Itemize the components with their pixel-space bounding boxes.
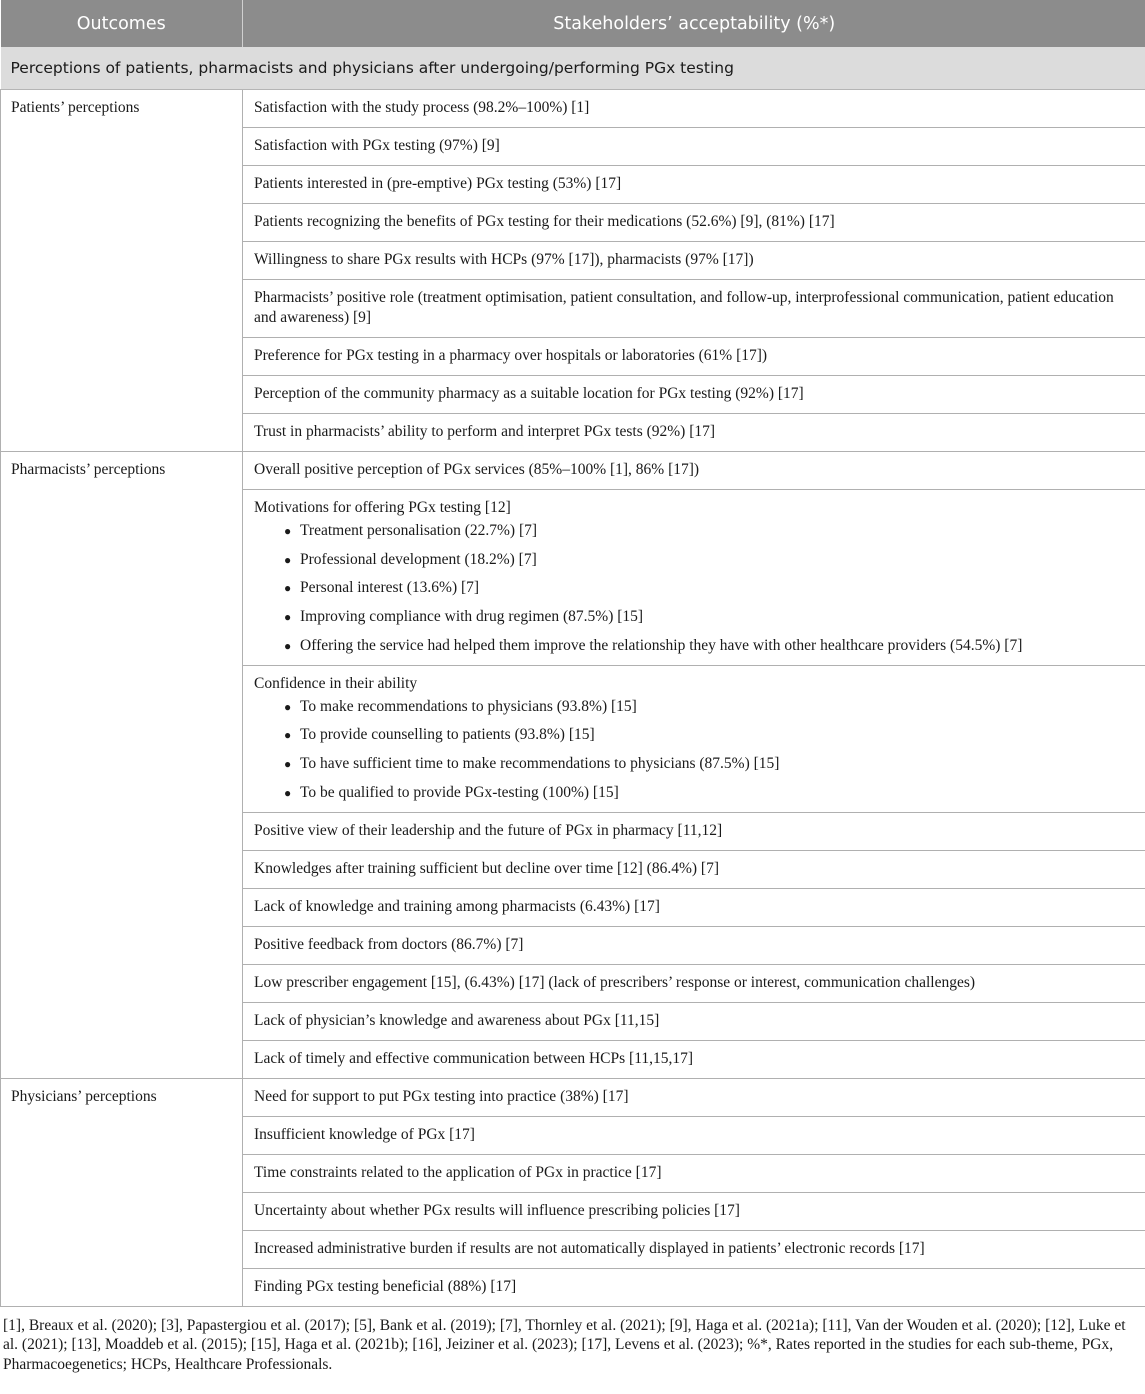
acceptability-cell	[243, 376, 1145, 414]
bullet-item	[284, 783, 1134, 803]
bullet-icon: ●	[284, 638, 292, 653]
acceptability-cell	[243, 1040, 1145, 1078]
acceptability-text: Lack of physician’s knowledge and awareness about PGx [11,15]	[254, 1011, 660, 1029]
acceptability-cell	[243, 812, 1145, 850]
table-header	[1, 0, 1145, 47]
bullet-text: Offering the service had helped them improve the relationship they have with other healthcare providers (54.5%) [7]	[300, 636, 1023, 654]
acceptability-cell	[243, 338, 1145, 376]
acceptability-cell	[243, 452, 1145, 490]
acceptability-cell	[243, 1230, 1145, 1268]
acceptability-text: Motivations for offering PGx testing [12]	[254, 499, 511, 516]
bullet-item	[284, 578, 1134, 598]
bullet-text: To make recommendations to physicians (93.8%) [15]	[300, 697, 637, 715]
acceptability-text: Need for support to put PGx testing into practice (38%) [17]	[254, 1087, 629, 1105]
acceptability-text: Lack of knowledge and training among pharmacists (6.43%) [17]	[254, 897, 660, 915]
acceptability-text: Finding PGx testing beneficial (88%) [17]	[254, 1277, 517, 1295]
bullet-item	[284, 725, 1134, 745]
bullet-text: To have sufficient time to make recommendations to physicians (87.5%) [15]	[300, 755, 780, 773]
bullet-item	[284, 550, 1134, 570]
acceptability-text: Trust in pharmacists’ ability to perform and interpret PGx tests (92%) [17]	[254, 423, 716, 440]
acceptability-text: Positive view of their leadership and the future of PGx in pharmacy [11,12]	[254, 821, 723, 839]
acceptability-cell	[243, 926, 1145, 964]
outcome-group-label: Patients’ perceptions	[1, 90, 243, 452]
bullet-icon: ●	[284, 785, 292, 800]
acceptability-cell	[243, 1268, 1145, 1306]
acceptability-cell	[243, 128, 1145, 166]
section-title: Perceptions of patients, pharmacists and physicians after undergoing/performing PGx testing	[1, 47, 1145, 90]
header-outcomes: Outcomes	[1, 0, 243, 47]
acceptability-cell	[243, 964, 1145, 1002]
acceptability-text: Overall positive perception of PGx services (85%–100% [1], 86% [17])	[254, 461, 700, 478]
acceptability-cell	[243, 490, 1145, 666]
acceptability-text: Patients interested in (pre-emptive) PGx testing (53%) [17]	[254, 175, 622, 192]
bullet-text: Personal interest (13.6%) [7]	[300, 579, 480, 597]
acceptability-text: Low prescriber engagement [15], (6.43%) [17] (lack of prescribers’ response or interest, communication challenges)	[254, 973, 976, 991]
acceptability-text: Satisfaction with PGx testing (97%) [9]	[254, 137, 500, 154]
acceptability-cell	[243, 1192, 1145, 1230]
bullet-item	[284, 754, 1134, 774]
acceptability-text: Increased administrative burden if results are not automatically displayed in patients’ electronic records [17]	[254, 1239, 925, 1257]
acceptability-text: Confidence in their ability	[254, 674, 418, 692]
outcome-group-label: Physicians’ perceptions	[1, 1078, 243, 1306]
acceptability-text: Uncertainty about whether PGx results will influence prescribing policies [17]	[254, 1201, 740, 1219]
bullet-icon: ●	[284, 757, 292, 772]
table-row	[1, 1078, 1145, 1116]
header-acceptability: Stakeholders’ acceptability (%*)	[243, 0, 1145, 47]
bullet-text: To be qualified to provide PGx-testing (100%) [15]	[300, 783, 619, 801]
acceptability-cell	[243, 414, 1145, 452]
bullet-text: Improving compliance with drug regimen (87.5%) [15]	[300, 608, 644, 626]
acceptability-text: Patients recognizing the benefits of PGx testing for their medications (52.6%) [9], (81%) [17]	[254, 213, 835, 230]
bullet-icon: ●	[284, 610, 292, 625]
acceptability-cell	[243, 242, 1145, 280]
bullet-text: To provide counselling to patients (93.8%) [15]	[300, 726, 595, 744]
acceptability-text: Knowledges after training sufficient but decline over time [12] (86.4%) [7]	[254, 859, 719, 877]
outcome-group-label: Pharmacists’ perceptions	[1, 452, 243, 1079]
bullet-text: Professional development (18.2%) [7]	[300, 550, 537, 568]
acceptability-text: Time constraints related to the application of PGx in practice [17]	[254, 1163, 662, 1181]
acceptability-text: Satisfaction with the study process (98.2%–100%) [1]	[254, 99, 590, 116]
acceptability-text: Preference for PGx testing in a pharmacy over hospitals or laboratories (61% [17])	[254, 347, 768, 364]
acceptability-text: Insufficient knowledge of PGx [17]	[254, 1125, 475, 1143]
table-row	[1, 452, 1145, 490]
acceptability-cell	[243, 166, 1145, 204]
acceptability-cell	[243, 1002, 1145, 1040]
bullet-icon: ●	[284, 728, 292, 743]
acceptability-cell	[243, 1078, 1145, 1116]
acceptability-text: Pharmacists’ positive role (treatment optimisation, patient consultation, and follow-up, interprofessional communication, patient education and awareness) [9]	[254, 289, 1114, 326]
bullet-icon: ●	[284, 552, 292, 567]
acceptability-text: Positive feedback from doctors (86.7%) [7]	[254, 935, 524, 953]
bullet-list	[254, 697, 1134, 803]
bullet-item	[284, 607, 1134, 627]
acceptability-cell	[243, 204, 1145, 242]
acceptability-text: Willingness to share PGx results with HCPs (97% [17]), pharmacists (97% [17])	[254, 251, 754, 268]
bullet-list	[254, 521, 1134, 656]
acceptability-text: Lack of timely and effective communication between HCPs [11,15,17]	[254, 1049, 694, 1067]
acceptability-cell	[243, 280, 1145, 338]
bullet-icon: ●	[284, 581, 292, 596]
acceptability-cell	[243, 665, 1145, 812]
table-row	[1, 90, 1145, 128]
acceptability-cell	[243, 1116, 1145, 1154]
bullet-text: Treatment personalisation (22.7%) [7]	[300, 522, 538, 539]
acceptability-cell	[243, 850, 1145, 888]
bullet-icon: ●	[284, 524, 292, 538]
acceptability-text: Perception of the community pharmacy as a suitable location for PGx testing (92%) [17]	[254, 385, 804, 402]
bullet-item	[284, 521, 1134, 541]
table-footnote: [1], Breaux et al. (2020); [3], Papastergiou et al. (2017); [5], Bank et al. (2019); [7], Thornley et al. (2021); [9], Haga et al. (2021a); [11], Van der Wouden et al. (2020); [12], Luke et al. (2021); [13], Moaddeb et al. (2015); [15], Haga et al. (2021b); [16], Jeiziner et al. (2023); [17], Levens et al. (2023); %*, Rates reported in the studies for each sub-theme, PGx, Pharmacoegenetics; HCPs, Healthcare Professionals.	[3, 1316, 1126, 1373]
acceptability-cell	[243, 1154, 1145, 1192]
acceptability-cell	[243, 888, 1145, 926]
acceptability-cell	[243, 90, 1145, 128]
bullet-icon: ●	[284, 699, 292, 714]
table-body	[1, 47, 1145, 1306]
bullet-item	[284, 636, 1134, 656]
bullet-item	[284, 697, 1134, 717]
